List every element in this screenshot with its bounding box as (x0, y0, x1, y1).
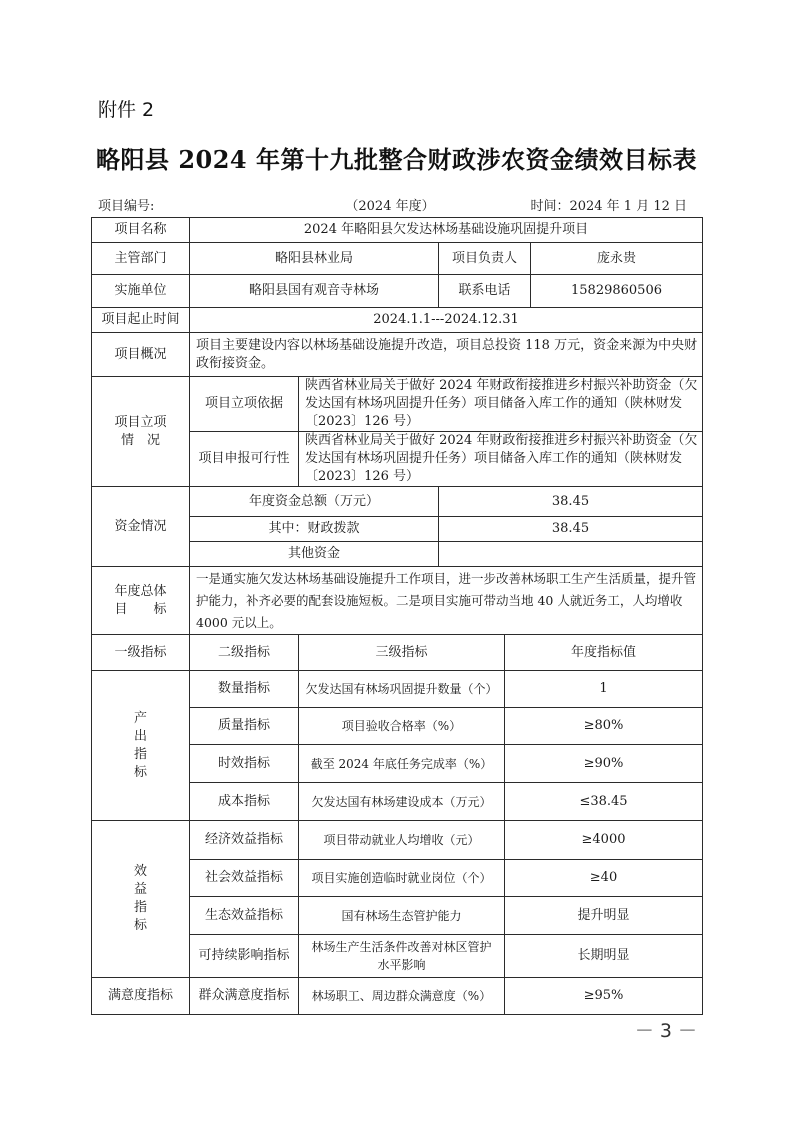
level2-cell: 成本指标 (190, 783, 299, 821)
approval-label-line2: 情 况 (120, 432, 160, 448)
funds-total-value: 38.45 (439, 487, 703, 517)
level3-cell: 林场职工、周边群众满意度（%） (299, 978, 505, 1015)
level3-cell: 欠发达国有林场建设成本（万元） (299, 783, 505, 821)
row-department (92, 243, 703, 275)
header-level3: 三级指标 (299, 635, 505, 671)
level3-cell: 项目实施创造临时就业岗位（个） (299, 860, 505, 897)
value-cell: 1 (505, 671, 703, 708)
label-char: 标 (133, 764, 147, 780)
year-label: （2024 年度） (345, 199, 435, 214)
level3-cell: 项目带动就业人均增收（元） (299, 821, 505, 860)
basis-value: 陕西省林业局关于做好 2024 年财政衔接推进乡村振兴补助资金（欠发达国有林场巩固提升任务）项目储备入库工作的通知（陕林财发〔2023〕126 号） (299, 377, 703, 432)
label-char: 标 (133, 918, 147, 933)
basis-label: 项目立项依据 (190, 377, 299, 432)
level3-cell: 截至 2024 年底任务完成率（%） (299, 745, 505, 783)
table-row (92, 978, 703, 1015)
value-cell: ≤38.45 (505, 783, 703, 821)
level2-cell: 群众满意度指标 (190, 978, 299, 1015)
row-funds-total (92, 487, 703, 517)
feasibility-value: 陕西省林业局关于做好 2024 年财政衔接推进乡村振兴补助资金（欠发达国有林场巩固提升任务）项目储备入库工作的通知（陕林财发〔2023〕126 号） (299, 432, 703, 487)
level2-cell: 时效指标 (190, 745, 299, 783)
value-cell: ≥80% (505, 708, 703, 745)
unit-value: 略阳县国有观音寺林场 (190, 275, 439, 308)
label-char: 效 (133, 864, 147, 879)
value-cell: ≥40 (505, 860, 703, 897)
level2-cell: 生态效益指标 (190, 897, 299, 935)
output-indicator-label (92, 671, 190, 821)
header-annual-value: 年度指标值 (505, 635, 703, 671)
page-number: － 3 － (634, 1020, 697, 1042)
level2-cell: 数量指标 (190, 671, 299, 708)
header-level2: 二级指标 (190, 635, 299, 671)
level3-cell: 欠发达国有林场巩固提升数量（个） (299, 671, 505, 708)
label-char: 指 (133, 746, 147, 762)
label-char: 产 (133, 710, 147, 726)
funds-label: 资金情况 (92, 487, 190, 567)
overview-label: 项目概况 (92, 333, 190, 377)
indicator-header-row (92, 635, 703, 671)
project-number-label: 项目编号: (98, 199, 155, 214)
level2-cell: 可持续影响指标 (190, 935, 299, 978)
level3-cell: 项目验收合格率（%） (299, 708, 505, 745)
approval-label-line1: 项目立项 (114, 414, 167, 430)
value-cell: 提升明显 (505, 897, 703, 935)
funds-other-value (439, 542, 703, 567)
leader-label: 项目负责人 (439, 243, 531, 275)
row-annual-goal (92, 567, 703, 635)
funds-fiscal-label: 其中：财政拨款 (190, 517, 439, 542)
value-cell: 长期明显 (505, 935, 703, 978)
unit-label: 实施单位 (92, 275, 190, 308)
label-char: 出 (133, 728, 147, 744)
goal-label-line1: 年度总体 (114, 583, 167, 599)
header-level1: 一级指标 (92, 635, 190, 671)
value-cell: ≥90% (505, 745, 703, 783)
overview-value: 项目主要建设内容以林场基础设施提升改造，项目总投资 118 万元，资金来源为中央财政衔接资金。 (190, 333, 703, 377)
department-value: 略阳县林业局 (190, 243, 439, 275)
document-title: 略阳县 2024 年第十九批整合财政涉农资金绩效目标表 (95, 145, 697, 174)
funds-total-label: 年度资金总额（万元） (190, 487, 439, 517)
value-cell: ≥95% (505, 978, 703, 1015)
level3-cell: 国有林场生态管护能力 (299, 897, 505, 935)
date-label: 时间：2024 年 1 月 12 日 (530, 199, 687, 214)
satisfaction-indicator-label: 满意度指标 (92, 978, 190, 1015)
row-project-name (92, 218, 703, 243)
table-row (92, 671, 703, 708)
level2-cell: 质量指标 (190, 708, 299, 745)
project-name-value: 2024 年略阳县欠发达林场基础设施巩固提升项目 (190, 218, 703, 243)
period-label: 项目起止时间 (92, 308, 190, 333)
phone-label: 联系电话 (439, 275, 531, 308)
label-char: 指 (133, 900, 147, 915)
level2-cell: 经济效益指标 (190, 821, 299, 860)
phone-value: 15829860506 (531, 275, 703, 308)
performance-target-table (91, 217, 703, 1015)
row-approval-basis (92, 377, 703, 432)
label-char: 益 (133, 882, 147, 897)
row-implementing-unit (92, 275, 703, 308)
period-value: 2024.1.1---2024.12.31 (190, 308, 703, 333)
benefit-indicator-label (92, 821, 190, 978)
attachment-label: 附件 2 (98, 99, 155, 121)
value-cell: ≥4000 (505, 821, 703, 860)
level2-cell: 社会效益指标 (190, 860, 299, 897)
goal-label-line2: 目 标 (114, 601, 167, 617)
leader-value: 庞永贵 (531, 243, 703, 275)
table-row (92, 821, 703, 860)
goal-label (92, 567, 190, 635)
department-label: 主管部门 (92, 243, 190, 275)
row-period (92, 308, 703, 333)
row-overview (92, 333, 703, 377)
goal-value: 一是通实施欠发达林场基础设施提升工作项目，进一步改善林场职工生产生活质量，提升管护能力，补齐必要的配套设施短板。二是项目实施可带动当地 40 人就近务工，人均增收 4000 元以上。 (190, 567, 703, 635)
approval-label (92, 377, 190, 487)
funds-fiscal-value: 38.45 (439, 517, 703, 542)
project-name-label: 项目名称 (92, 218, 190, 243)
level3-cell: 林场生产生活条件改善对林区管护水平影响 (299, 935, 505, 978)
feasibility-label: 项目申报可行性 (190, 432, 299, 487)
funds-other-label: 其他资金 (190, 542, 439, 567)
